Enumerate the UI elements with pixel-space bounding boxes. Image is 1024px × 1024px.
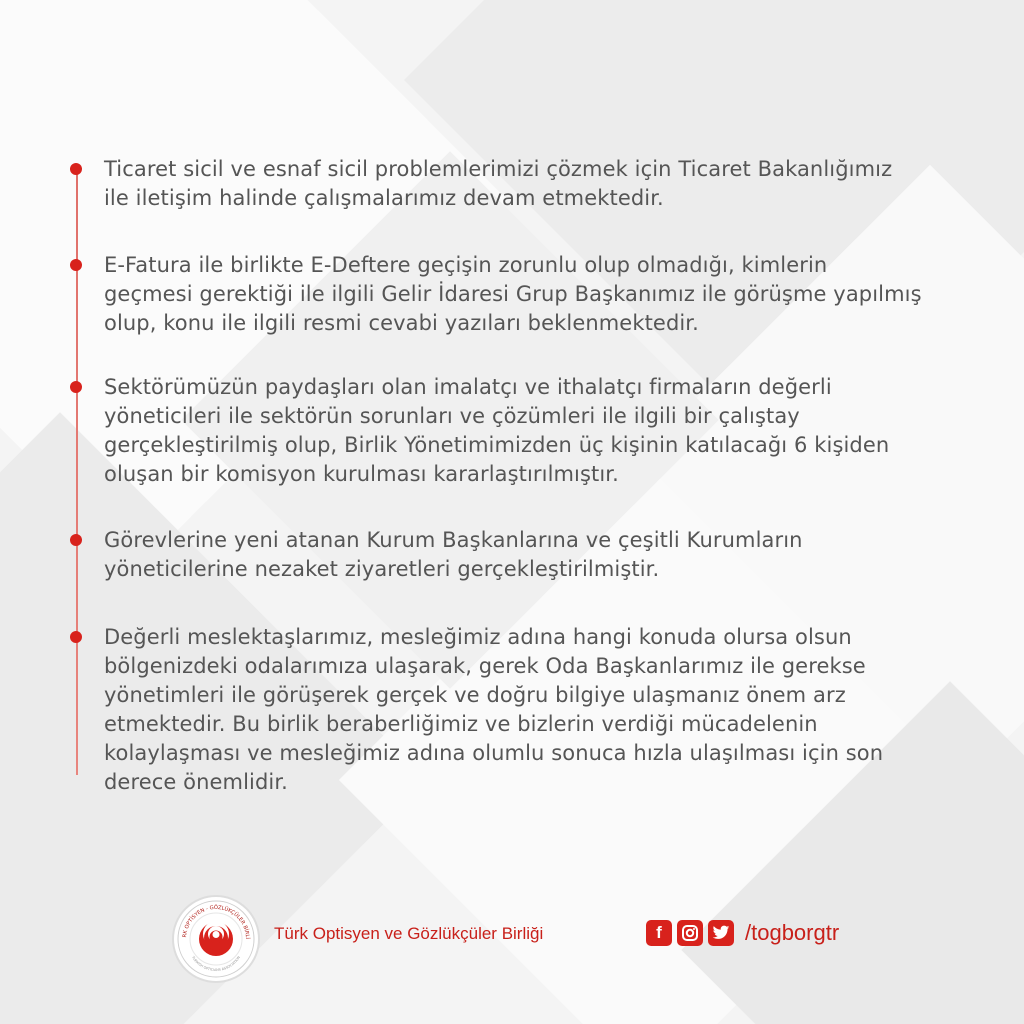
list-item <box>104 155 984 213</box>
bullet-dot <box>70 534 82 546</box>
bullet-text: Sektörümüzün paydaşları olan imalatçı ve ithalatçı firmaların değerli yöneticileri ile sektörün sorunları ve çözümleri ile ilgili bir çalıştay gerçekleştirilmiş olup, Birlik Yönetimimizden üç kişinin katılacağı 6 kişiden oluşan bir komisyon kurulması kararlaştırılmıştır. <box>104 375 890 486</box>
association-logo <box>172 895 260 983</box>
twitter-icon[interactable] <box>708 920 734 946</box>
facebook-icon[interactable]: f <box>646 920 672 946</box>
social-handle[interactable]: /togborgtr <box>745 920 840 945</box>
bullet-text: Görevlerine yeni atanan Kurum Başkanlarına ve çeşitli Kurumların yöneticilerine nezaket ziyaretleri gerçekleştirilmiştir. <box>104 528 803 581</box>
bullet-text: E-Fatura ile birlikte E-Deftere geçişin zorunlu olup olmadığı, kimlerin geçmesi gerektiği ile ilgili Gelir İdaresi Grup Başkanımız ile görüşme yapılmış olup, konu ile ilgili resmi cevabi yazıları beklenmektedir. <box>104 253 922 335</box>
organization-name: Türk Optisyen ve Gözlükçüler Birliği <box>274 924 544 943</box>
social-links <box>646 920 839 946</box>
timeline-line <box>76 165 78 775</box>
bullet-text: Değerli meslektaşlarımız, mesleğimiz adına hangi konuda olursa olsun bölgenizdeki odalarımıza ulaşarak, gerek Oda Başkanlarımız ile gerekse yönetimleri ile görüşerek gerçek ve doğru bilgiye ulaşmanız önem arz etmektedir. Bu birlik beraberliğimiz ve bizlerin verdiği mücadelenin kolaylaşması ve mesleğimiz adına olumlu sonuca hızla ulaşılması için son derece önemlidir. <box>104 625 884 794</box>
logo-bottom-text: TURKISH OPTICIANS ASSOCIATION <box>190 955 242 973</box>
bullet-dot <box>70 381 82 393</box>
bullet-text: Ticaret sicil ve esnaf sicil problemlerimizi çözmek için Ticaret Bakanlığımız ile iletişim halinde çalışmalarımız devam etmektedir. <box>104 157 893 210</box>
bullet-dot <box>70 259 82 271</box>
bullet-dot <box>70 163 82 175</box>
bullet-dot <box>70 631 82 643</box>
list-item <box>104 526 984 584</box>
logo-emblem-icon <box>174 897 258 981</box>
instagram-icon[interactable] <box>677 920 703 946</box>
list-item <box>104 373 984 489</box>
logo-ring-text: RK OPTİSYEN - GÖZLÜKÇÜLER BİRLİ <box>181 904 251 940</box>
list-item <box>104 251 984 338</box>
list-item <box>104 623 984 797</box>
